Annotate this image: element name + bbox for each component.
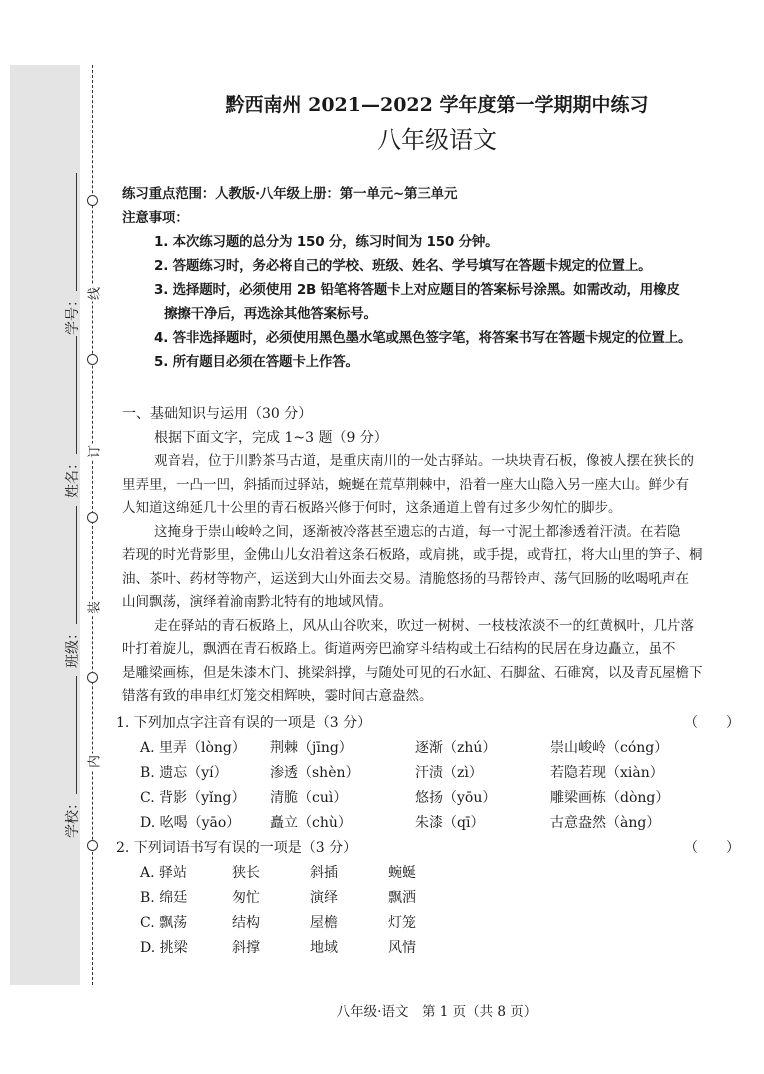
cut-word: 装 bbox=[84, 600, 103, 616]
option-cell: 狭长 bbox=[232, 864, 260, 881]
option-cell: 古意盎然（àng） bbox=[550, 814, 661, 831]
option-row[interactable] bbox=[122, 786, 744, 811]
exam-subject: 八年级语文 bbox=[377, 126, 497, 154]
note-item: 1. 本次练习题的总分为 150 分，练习时间为 150 分钟。 bbox=[154, 234, 499, 250]
note-item: 5. 所有题目必须在答题卡上作答。 bbox=[154, 354, 359, 370]
option-cell: 朱漆（qī） bbox=[415, 814, 485, 831]
option-cell: C. 飘荡 bbox=[140, 914, 188, 931]
passage-line: 若现的时光背影里，金佛山儿女沿着这条石板路，或肩挑，或手提，或背扛，将大山里的笋子、桐 bbox=[122, 547, 703, 563]
binding-hole bbox=[87, 672, 98, 683]
note-item: 3. 选择题时，必须使用 2B 铅笔将答题卡上对应题目的答案标号涂黑。如需改动，用橡皮 bbox=[154, 282, 680, 298]
option-cell: 屋檐 bbox=[310, 914, 338, 931]
option-cell: B. 遗忘（yí） bbox=[140, 764, 228, 781]
question-stem: 2. 下列词语书写有误的一项是（3 分） bbox=[116, 839, 358, 856]
option-cell: 渗透（shèn） bbox=[270, 764, 360, 781]
passage-line: 观音岩，位于川黔茶马古道，是重庆南川的一处古驿站。一块块青石板，像被人摆在狭长的 bbox=[154, 453, 694, 469]
class-label: 班级： bbox=[65, 626, 81, 668]
passage-line: 是雕梁画栋，但是朱漆木门、挑梁斜撑，与随处可见的石水缸、石脚盆、石碓窝，以及青瓦屋檐下 bbox=[122, 664, 703, 681]
option-cell: 崇山峻岭（cóng） bbox=[550, 739, 669, 756]
student-id-field[interactable] bbox=[62, 173, 82, 335]
option-cell: 汗渍（zì） bbox=[415, 764, 483, 781]
option-cell: 蜿蜒 bbox=[388, 864, 416, 881]
cut-word: 线 bbox=[84, 286, 103, 302]
option-cell: 若隐若现（xiàn） bbox=[550, 764, 664, 781]
option-row[interactable] bbox=[122, 761, 744, 786]
note-item: 擦擦干净后，再选涂其他答案标号。 bbox=[164, 306, 377, 322]
option-cell: 逐渐（zhú） bbox=[415, 739, 497, 756]
question-2 bbox=[116, 836, 744, 861]
passage-line: 山间飘荡，演绎着渝南黔北特有的地域风情。 bbox=[122, 594, 392, 610]
option-cell: 清脆（cuì） bbox=[270, 789, 348, 806]
option-cell: D. 挑梁 bbox=[140, 939, 188, 956]
option-cell: 飘洒 bbox=[388, 889, 416, 906]
option-cell: B. 绵廷 bbox=[140, 889, 188, 906]
question-1 bbox=[116, 711, 744, 736]
option-cell: 匆忙 bbox=[232, 889, 260, 906]
section-heading: 一、基础知识与运用（30 分） bbox=[122, 406, 313, 422]
passage-line: 这掩身于崇山峻岭之间，逐渐被冷落甚至遗忘的古道，每一寸泥土都渗透着汗渍。在若隐 bbox=[154, 523, 681, 540]
class-field[interactable] bbox=[62, 506, 82, 668]
option-cell: A. 里弄（lòng） bbox=[140, 739, 246, 756]
notes-heading: 注意事项： bbox=[122, 210, 189, 226]
option-row[interactable] bbox=[122, 886, 744, 911]
option-cell: 悠扬（yōu） bbox=[415, 789, 497, 806]
school-field[interactable] bbox=[62, 676, 82, 838]
option-cell: 灯笼 bbox=[388, 914, 416, 931]
binding-hole bbox=[87, 354, 98, 365]
passage-line: 叶打着旋儿，飘洒在青石板路上。街道两旁巴渝穿斗结构或土石结构的民居在身边矗立，虽不 bbox=[122, 641, 676, 657]
option-cell: 矗立（chù） bbox=[270, 814, 352, 831]
cut-word: 订 bbox=[84, 444, 103, 460]
page-footer: 八年级·语文 第 1 页（共 8 页） bbox=[336, 1004, 538, 1020]
option-row[interactable] bbox=[122, 736, 744, 761]
option-cell: 斜撑 bbox=[232, 939, 260, 956]
option-cell: 结构 bbox=[232, 914, 260, 931]
option-row[interactable] bbox=[122, 936, 744, 961]
main-content bbox=[116, 182, 744, 961]
option-cell: D. 吆喝（yāo） bbox=[140, 814, 241, 831]
option-cell: 荆棘（jīng） bbox=[270, 739, 353, 756]
passage-line: 里弄里，一凸一凹，斜插而过驿站，蜿蜒在荒草荆棘中，沿着一座大山隐入另一座大山。鲜少有 bbox=[122, 476, 689, 493]
passage-line: 人知道这绵延几十公里的青石板路兴修于何时，这条通道上曾有过多少匆忙的脚步。 bbox=[122, 500, 622, 516]
notes-block bbox=[122, 182, 744, 374]
option-row[interactable] bbox=[122, 861, 744, 886]
option-cell: 演绎 bbox=[310, 889, 338, 906]
option-cell: 风情 bbox=[388, 939, 416, 956]
name-label: 姓名： bbox=[65, 456, 81, 498]
binding-hole bbox=[87, 195, 98, 206]
option-cell: 地域 bbox=[310, 939, 338, 956]
name-field[interactable] bbox=[62, 336, 82, 498]
question-stem: 1. 下列加点字注音有误的一项是（3 分） bbox=[116, 714, 372, 731]
option-row[interactable] bbox=[122, 811, 744, 836]
school-label: 学校： bbox=[65, 796, 81, 838]
binding-hole bbox=[87, 512, 98, 523]
scope-line: 练习重点范围：人教版·八年级上册：第一单元~第三单元 bbox=[122, 186, 458, 202]
passage-line: 油、茶叶、药材等物产，运送到大山外面去交易。清脆悠扬的马帮铃声、荡气回肠的吆喝吼声在 bbox=[122, 570, 689, 587]
binding-hole bbox=[87, 840, 98, 851]
section-intro: 根据下面文字，完成 1~3 题（9 分） bbox=[154, 430, 388, 446]
reading-passage bbox=[122, 450, 744, 709]
exam-title: 黔西南州 2021—2022 学年度第一学期期中练习 bbox=[225, 94, 649, 116]
option-cell: C. 背影（yǐng） bbox=[140, 789, 246, 806]
passage-line: 错落有致的串串红灯笼交相辉映，霎时间古意盎然。 bbox=[122, 688, 433, 704]
student-id-label: 学号： bbox=[65, 293, 81, 335]
option-cell: 雕梁画栋（dòng） bbox=[550, 789, 670, 806]
note-item: 4. 答非选择题时，必须使用黑色墨水笔或黑色签字笔，将答案书写在答题卡规定的位置上。 bbox=[154, 330, 692, 346]
note-item: 2. 答题练习时，务必将自己的学校、班级、姓名、学号填写在答题卡规定的位置上。 bbox=[154, 258, 652, 274]
cut-word: 内 bbox=[84, 754, 103, 770]
option-cell: A. 驿站 bbox=[140, 864, 188, 881]
answer-paren[interactable]: （ ） bbox=[684, 839, 740, 856]
passage-line: 走在驿站的青石板路上，风从山谷吹来，吹过一树树、一枝枝浓淡不一的红黄枫叶，几片落 bbox=[154, 617, 694, 634]
option-cell: 斜插 bbox=[310, 864, 338, 881]
answer-paren[interactable]: （ ） bbox=[684, 714, 740, 731]
option-row[interactable] bbox=[122, 911, 744, 936]
